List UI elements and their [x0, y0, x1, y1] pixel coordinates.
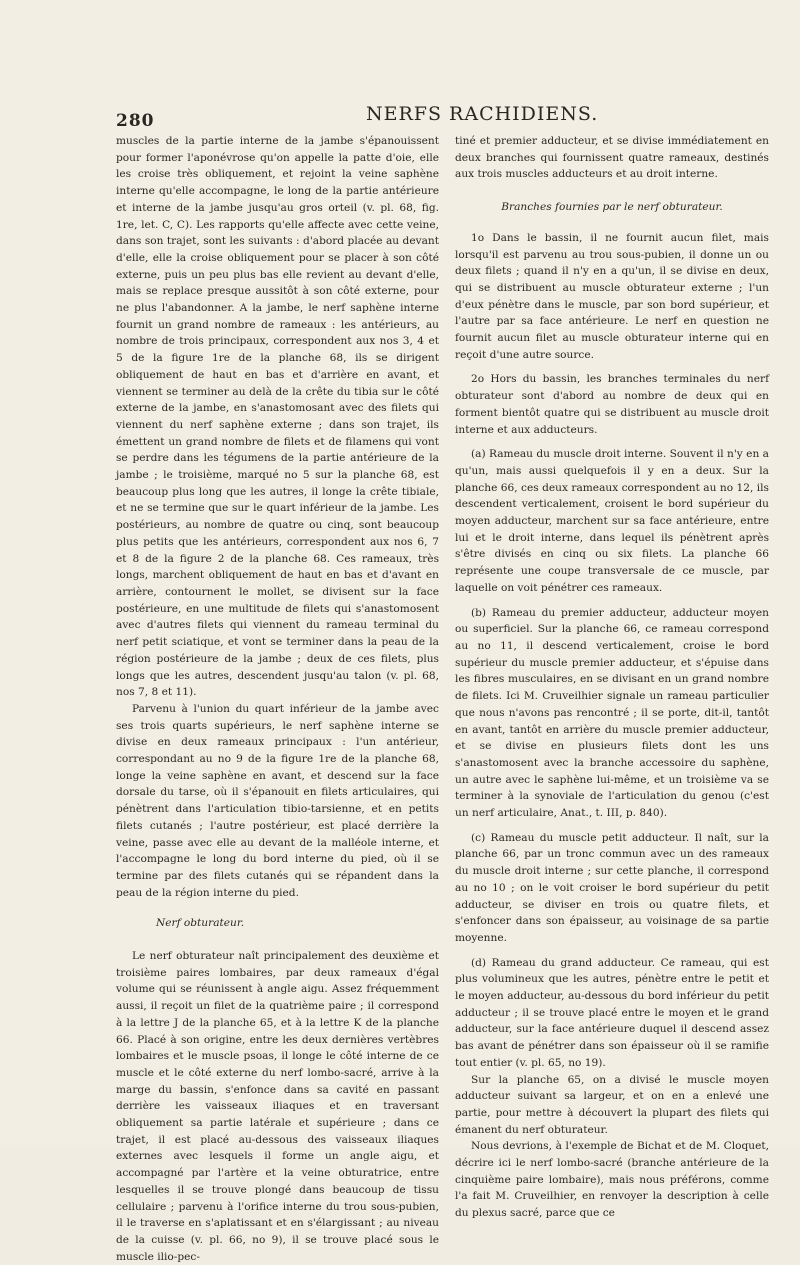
page-number: 280 [116, 111, 155, 131]
paragraph: 1o Dans le bassin, il ne fournit aucun filet, mais lorsqu'il est parvenu au trou sous-pubien, il donne un ou deux filets ; quand il n'y en a qu'un, il se divise en deux, qui se distribuent au muscle obturateur externe ; l'un d'eux pénètre dans le muscle, par son bord supérieur, et l'autre par sa face antérieure. Le nerf en question ne fournit aucun filet au muscle obturateur interne qui en reçoit d'une autre source. [455, 231, 769, 361]
running-title: NERFS RACHIDIENS. [366, 103, 599, 125]
paragraph: Le nerf obturateur naît principalement des deuxième et troisième paires lombaires, par deux rameaux d'égal volume qui se réunissent à angle aigu. Assez fréquemment aussi, il reçoit un filet de la quatrième paire ; il correspond à la lettre J de la planche 65, et à la lettre K de la planche 66. Placé à son origine, entre les deux dernières vertèbres lombaires et le muscle psoas, il longe le côté interne de ce muscle et le côté externe du nerf lombo-sacré, arrive à la marge du bassin, s'enfonce dans sa cavité en passant derrière les vaisseaux iliaques et en traversant obliquement sa partie latérale et supérieure ; dans ce trajet, il est placé au-dessous des vaisseaux iliaques externes avec lesquels il forme un angle aigu, et accompagné par l'artère et la veine obturatrice, entre lesquelles il se trouve plongé dans beaucoup de tissu cellulaire ; parvenu à l'orifice interne du trou sous-pubien, il le traverse en s'aplatissant et en s'élargissant ; au niveau de la cuisse (v. pl. 66, no 9), il se trouve placé sous le muscle ilio-pec- [116, 950, 439, 1263]
paragraph: (d) Rameau du grand adducteur. Ce rameau, qui est plus volumineux que les autres, pénètre entre le petit et le moyen adducteur, au-dessous du bord inférieur du petit adducteur ; il se trouve placé entre le moyen et le grand adducteur, sur la face antérieure duquel il descend assez bas avant de pénétrer dans son épaisseur où il se ramifie tout entier (v. pl. 65, no 19). [455, 956, 769, 1069]
paragraph: 2o Hors du bassin, les branches terminales du nerf obturateur sont d'abord au nombre de deux qui en forment bientôt quatre qui se distribuent au muscle droit interne et aux adducteurs. [455, 373, 769, 436]
paragraph: Nous devrions, à l'exemple de Bichat et de M. Cloquet, décrire ici le nerf lombo-sacré (branche antérieure de la cinquième paire lombaire), mais nous préférons, comme l'a fait M. Cruveilhier, en renvoyer la description à celle du plexus sacré, parce que ce [455, 1140, 769, 1220]
paragraph: Parvenu à l'union du quart inférieur de la jambe avec ses trois quarts supérieurs, le nerf saphène interne se divise en deux rameaux principaux : l'un antérieur, correspondant au no 9 de la figure 1re de la planche 68, longe la veine saphène en avant, et descend sur la face dorsale du tarse, où il s'épanouit en filets articulaires, qui pénètrent dans l'articulation tibio-tarsienne, et en petits filets cutanés ; l'autre postérieur, est placé derrière la veine, passe avec elle au devant de la malléole interne, et l'accompagne le long du bord interne du pied, où il se termine par des filets cutanés qui se répandent dans la peau de la région interne du pied. [116, 702, 439, 899]
paragraph: (b) Rameau du premier adducteur, adducteur moyen ou superficiel. Sur la planche 66, ce rameau correspond au no 11, il descend verticalement, croise le bord supérieur du muscle premier adducteur, et s'épuise dans les fibres musculaires, en se divisant en un grand nombre de filets. Ici M. Cruveilhier signale un rameau particulier que nous n'avons pas rencontré ; il se porte, dit-il, tantôt en avant, tantôt en arrière du muscle premier adducteur, et se divise en plusieurs filets dont les uns s'anastomosent avec la branche accessoire du saphène, un autre avec le saphène lui-même, et un troisième va se terminer à la synoviale de l'articulation du genou (c'est un nerf articulaire, Anat., t. III, p. 840). [455, 606, 769, 820]
section-heading: Nerf obturateur. [156, 917, 245, 930]
paragraph: Sur la planche 65, on a divisé le muscle moyen adducteur suivant sa largeur, et on en a enlevé une partie, pour mettre à découvert la plupart des filets qui émanent du nerf obturateur. [455, 1073, 769, 1136]
paragraph: (c) Rameau du muscle petit adducteur. Il naît, sur la planche 66, par un tronc commun avec un des rameaux du muscle droit interne ; sur cette planche, il correspond au no 10 ; on le voit croiser le bord supérieur du petit adducteur, se diviser en trois ou quatre filets, et s'enfoncer dans son épaisseur, au voisinage de sa partie moyenne. [455, 831, 769, 944]
paragraph: (a) Rameau du muscle droit interne. Souvent il n'y en a qu'un, mais aussi quelquefois il y en a deux. Sur la planche 66, ces deux rameaux correspondent au no 12, ils descendent verticalement, croisent le bord supérieur du moyen adducteur, marchent sur sa face antérieure, entre lui et le droit interne, dans lequel ils pénètrent après s'être divisés en cinq ou six filets. La planche 66 représente une coupe transversale de ce muscle, par laquelle on voit pénétrer ces rameaux. [455, 448, 769, 594]
left-column [116, 133, 439, 1265]
page-header [116, 103, 710, 133]
right-column [455, 133, 769, 1222]
paragraph: muscles de la partie interne de la jambe s'épanouissent pour former l'aponévrose qu'on appelle la patte d'oie, elle les croise très obliquement, et rejoint la veine saphène interne qu'elle accompagne, le long de la partie antérieure et interne de la jambe jusqu'au gros orteil (v. pl. 68, fig. 1re, let. C, C). Les rapports qu'elle affecte avec cette veine, dans son trajet, sont les suivants : d'abord placée au devant d'elle, elle la croise obliquement pour se placer à son côté externe, puis un peu plus bas elle revient au devant d'elle, mais se replace presque aussitôt à son côté externe, pour ne plus l'abandonner. A la jambe, le nerf saphène interne fournit un grand nombre de rameaux : les antérieurs, au nombre de trois principaux, correspondent aux nos 3, 4 et 5 de la figure 1re de la planche 68, ils se dirigent obliquement de haut en bas et d'arrière en avant, et viennent se terminer au delà de la crête du tibia sur le côté externe de la jambe, en s'anastomosant avec des filets qui viennent du nerf saphène externe ; dans son trajet, ils émettent un grand nombre de filets et de filamens qui vont se perdre dans les tégumens de la partie antérieure de la jambe ; le troisième, marqué no 5 sur la planche 68, est beaucoup plus long que les autres, il longe la crête tibiale, et ne se termine que sur le quart inférieur de la jambe. Les postérieurs, au nombre de quatre ou cinq, sont beaucoup plus petits que les antérieurs, correspondent aux nos 6, 7 et 8 de la figure 2 de la planche 68. Ces rameaux, très longs, marchent obliquement de haut en bas et d'avant en arrière, contournent le mollet, se divisent sur la face postérieure, en une multitude de filets qui s'anastomosent avec d'autres filets qui viennent du rameau terminal du nerf petit sciatique, et vont se terminer dans la peau de la région postérieure de la jambe ; deux de ces filets, plus longs que les autres, descendent jusqu'au talon (v. pl. 68, nos 7, 8 et 11). [116, 135, 439, 699]
section-heading: Branches fournies par le nerf obturateur. [501, 201, 723, 214]
paragraph: tiné et premier adducteur, et se divise immédiatement en deux branches qui fournissent quatre rameaux, destinés aux trois muscles adducteurs et au droit interne. [455, 135, 769, 181]
